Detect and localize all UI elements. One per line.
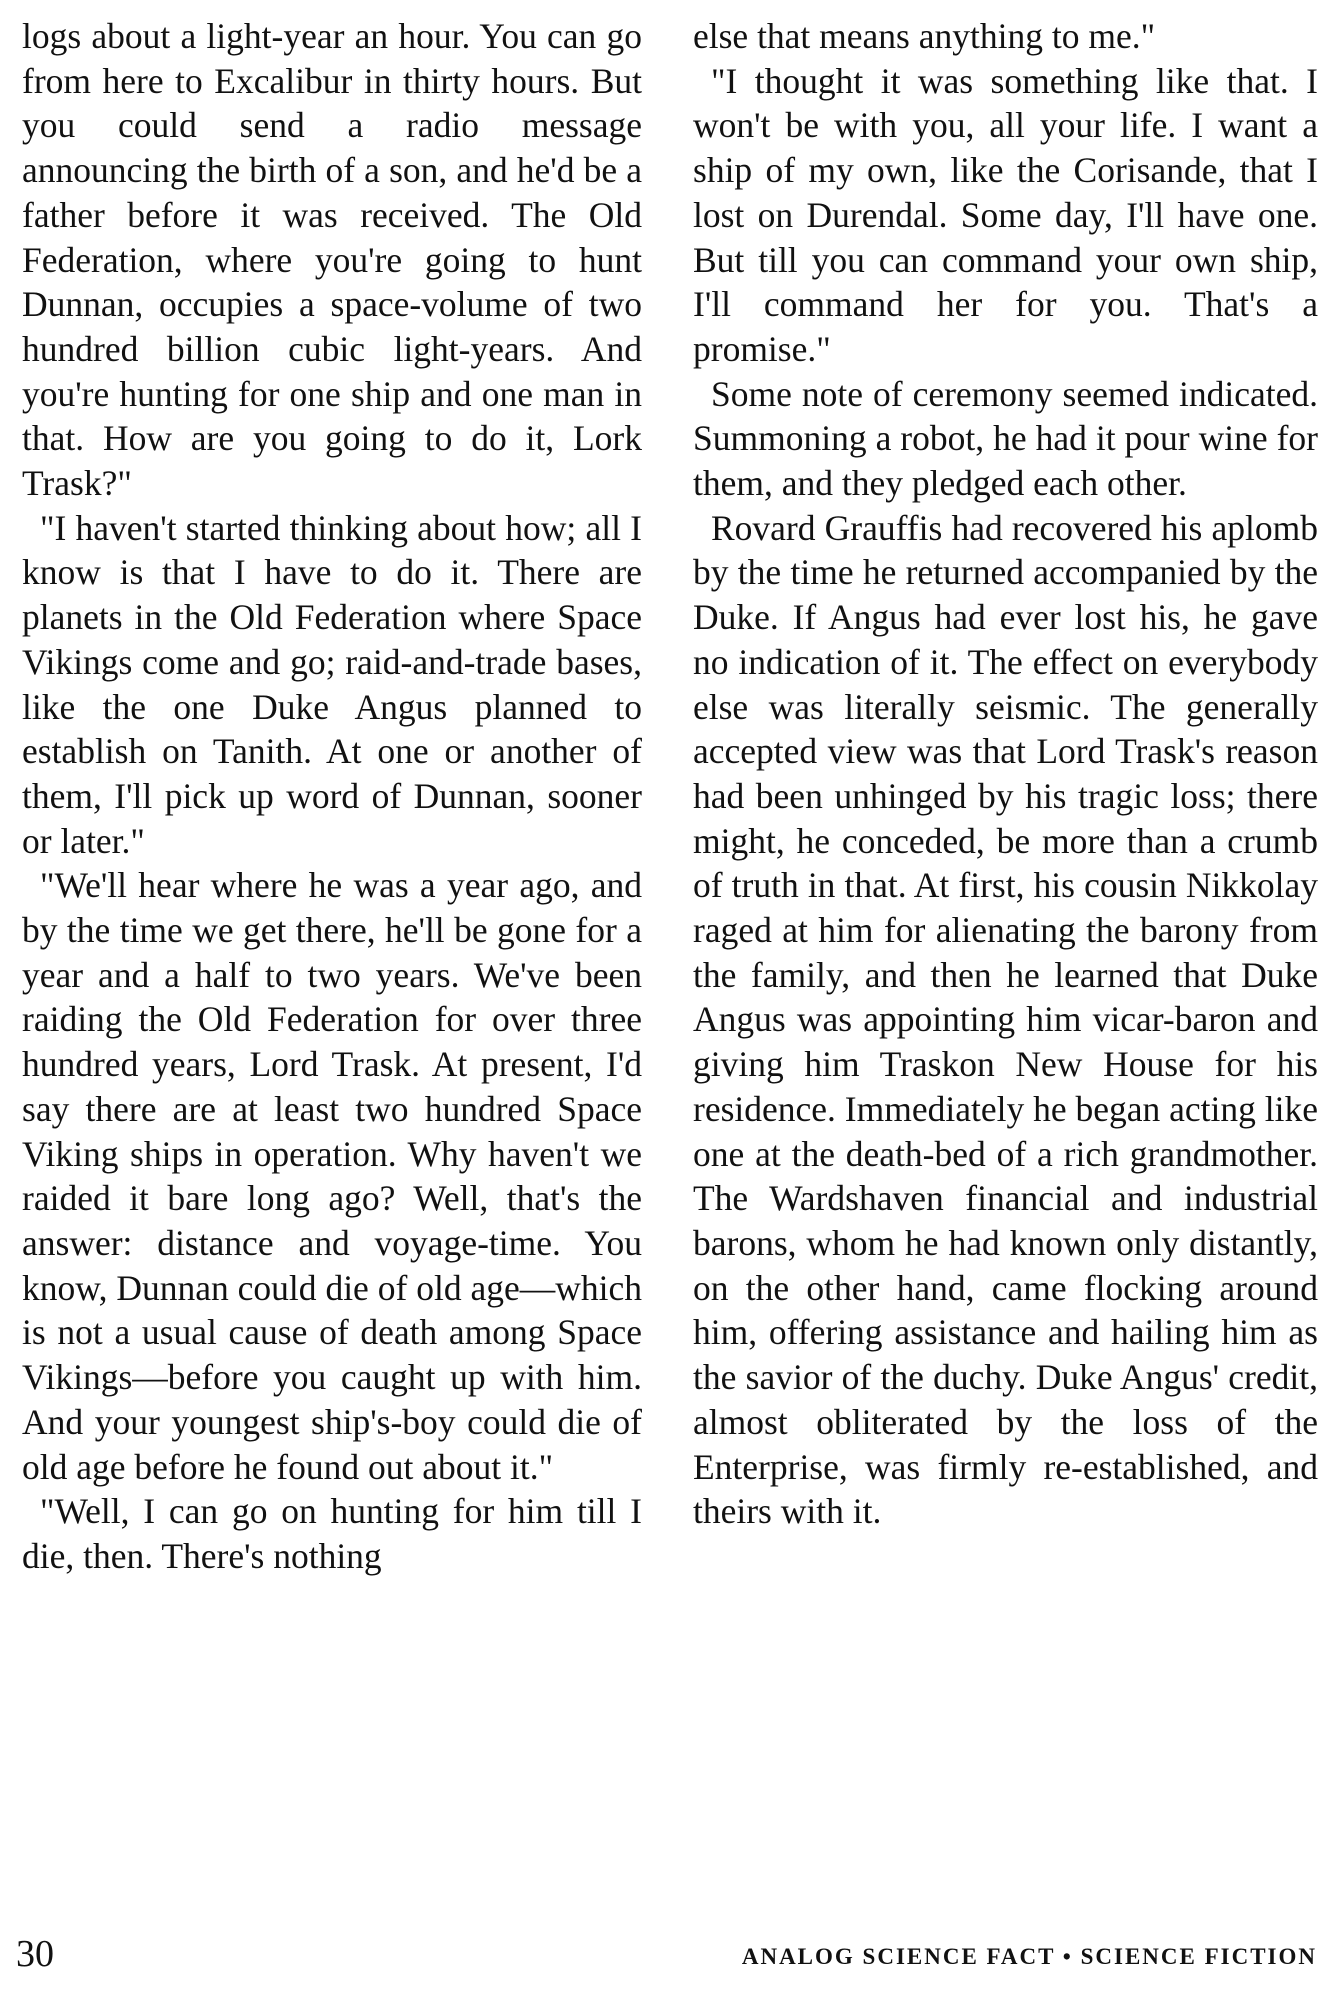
left-text-column bbox=[22, 14, 642, 1579]
page-footer bbox=[0, 1932, 1339, 1982]
paragraph: Some note of ceremony seemed indicated. Summoning a robot, he had it pour wine for them, and they pledged each other. bbox=[693, 373, 1318, 504]
paragraph: "I thought it was something like that. I won't be with you, all your life. I want a ship of my own, like the Corisande, that I lost on Durendal. Some day, I'll have one. But till you can command your own ship, I'll command her for you. That's a promise." bbox=[693, 60, 1318, 369]
page-number: 30 bbox=[16, 1933, 54, 1975]
running-footer-title: ANALOG SCIENCE FACT • SCIENCE FICTION bbox=[741, 1944, 1317, 1969]
paragraph: "We'll hear where he was a year ago, and by the time we get there, he'll be gone for a year and a half to two years. We've been raiding the Old Federation for over three hundred years, Lord Trask. At present, I'd say there are at least two hundred Space Viking ships in operation. Why haven't we raided it bare long ago? Well, that's the answer: distance and voyage-time. You know, Dunnan could die of old age—which is not a usual cause of death among Space Vikings—before you caught up with him. And your youngest ship's-boy could die of old age before he found out about it." bbox=[22, 865, 642, 1487]
paragraph: logs about a light-year an hour. You can go from here to Excalibur in thirty hours. But you could send a radio message announcing the birth of a son, and he'd be a father before it was received. The Old Federation, where you're going to hunt Dunnan, occupies a space-volume of two hundred billion cubic light-years. And you're hunting for one ship and one man in that. How are you going to do it, Lork Trask?" bbox=[22, 16, 642, 504]
paragraph: "I haven't started thinking about how; all I know is that I have to do it. There are planets in the Old Federation where Space Vikings come and go; raid-and-trade bases, like the one Duke Angus planned to establish on Tanith. At one or another of them, I'll pick up word of Dunnan, sooner or later." bbox=[22, 507, 642, 861]
paragraph: else that means anything to me." bbox=[693, 16, 1156, 56]
right-text-column bbox=[693, 14, 1318, 1534]
paragraph: "Well, I can go on hunting for him till I die, then. There's nothing bbox=[22, 1491, 642, 1576]
paragraph: Rovard Grauffis had recovered his aplomb by the time he returned accompanied by the Duke. If Angus had ever lost his, he gave no indication of it. The effect on everybody else was literally seismic. The generally accepted view was that Lord Trask's reason had been unhinged by his tragic loss; there might, he conceded, be more than a crumb of truth in that. At first, his cousin Nikkolay raged at him for alienating the barony from the family, and then he learned that Duke Angus was appointing him vicar-baron and giving him Traskon New House for his residence. Immediately he began acting like one at the death-bed of a rich grandmother. The Wardshaven financial and industrial barons, whom he had known only distantly, on the other hand, came flocking around him, offering assistance and hailing him as the savior of the duchy. Duke Angus' credit, almost obliterated by the loss of the Enterprise, was firmly re-established, and theirs with it. bbox=[693, 507, 1318, 1532]
